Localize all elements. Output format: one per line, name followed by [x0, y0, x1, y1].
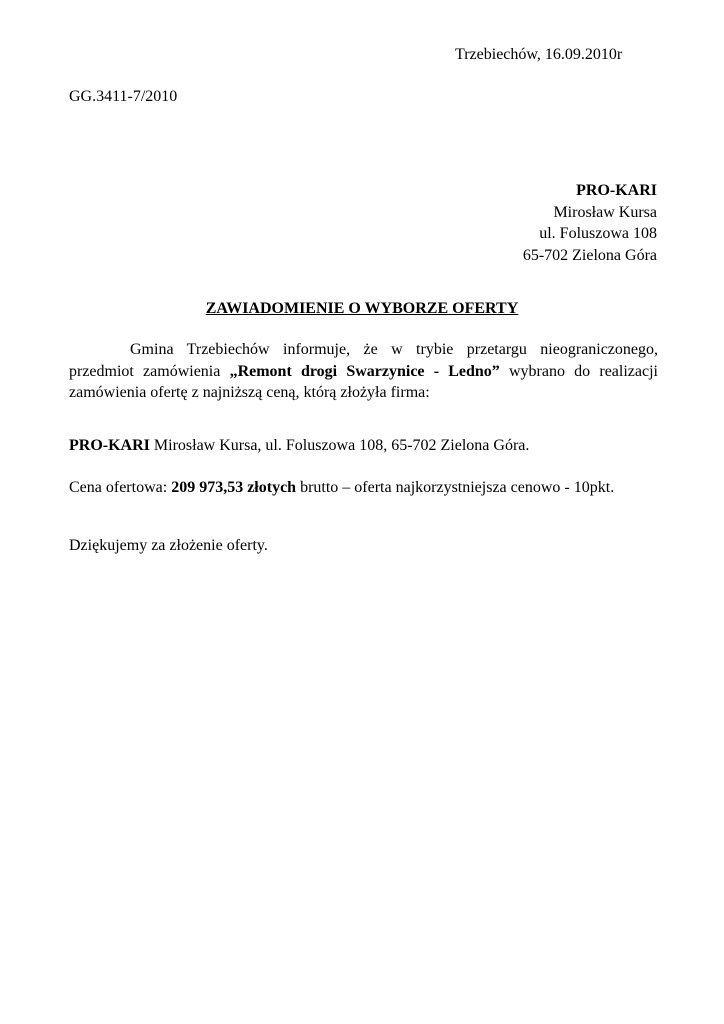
selected-company-name: PRO-KARI [69, 437, 150, 454]
contract-name: „Remont drogi Swarzynice - Ledno” [229, 362, 500, 380]
body-paragraph [69, 339, 658, 404]
recipient-street: ul. Foluszowa 108 [539, 225, 657, 242]
price-amount: 209 973,53 złotych [171, 479, 297, 496]
price-label: Cena ofertowa: [69, 479, 172, 496]
body-line-2-pre: przedmiot zamówienia [69, 362, 230, 380]
selected-company-details: Mirosław Kursa, ul. Foluszowa 108, 65-702 Zielona Góra. [149, 437, 530, 454]
body-line-1: Gmina Trzebiechów informuje, że w trybie przetargu nieograniczonego, [130, 341, 658, 358]
recipient-name: PRO-KARI [576, 182, 657, 199]
body-line-3: zamówienia ofertę z najniższą ceną, którą złożyła firma: [69, 384, 430, 401]
body-line-2 [69, 361, 658, 383]
recipient-city: 65-702 Zielona Góra [522, 246, 657, 264]
offer-price [69, 477, 614, 498]
closing-text: Dziękujemy za złożenie oferty. [69, 537, 268, 554]
selected-company [69, 435, 529, 456]
recipient-person: Mirosław Kursa [553, 203, 657, 221]
place-date: Trzebiechów, 16.09.2010r [455, 46, 623, 63]
reference-number: GG.3411-7/2010 [69, 88, 178, 105]
price-rest: brutto – oferta najkorzystniejsza cenowo - 10pkt. [296, 479, 615, 496]
body-line-2-post: wybrano do realizacji [499, 362, 658, 380]
recipient-address [523, 180, 657, 266]
document-title: ZAWIADOMIENIE O WYBORZE OFERTY [205, 300, 519, 317]
